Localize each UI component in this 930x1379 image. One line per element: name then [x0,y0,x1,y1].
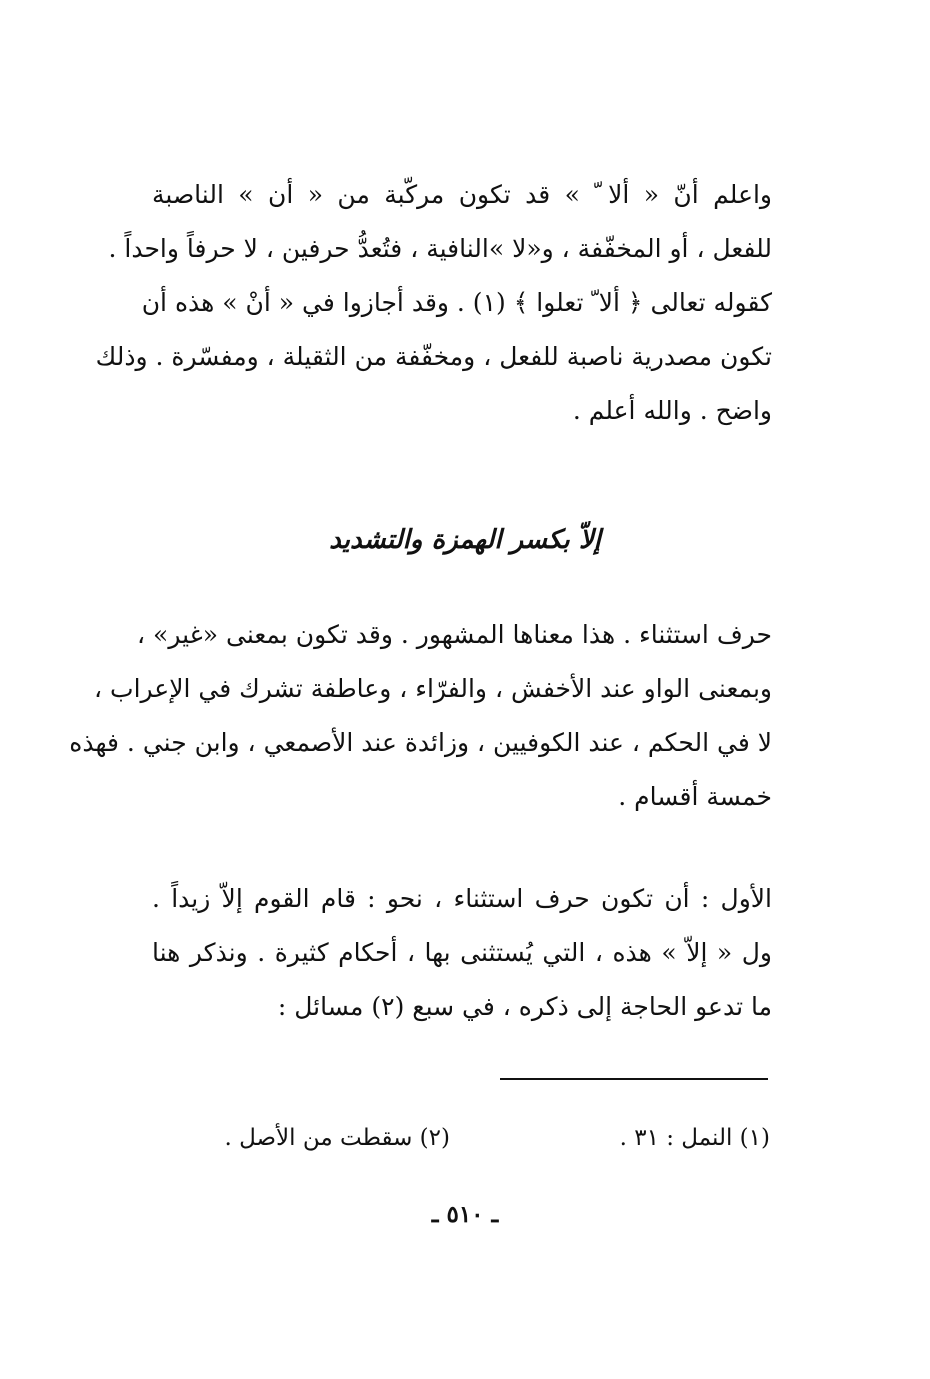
paragraph-line: وبمعنى الواو عند الأخفش ، والفرّاء ، وعاطفة تشرك في الإعراب ، [94,674,772,703]
footnotes [200,1115,770,1161]
paragraph-line: واعلم أنّ « ألا ّ » قد تكون مركّبة من « أن » الناصبة [152,180,772,209]
page-number: ـ ٥١٠ ـ [431,1201,499,1228]
paragraph-definition [69,608,772,824]
section-heading: إلاّ بكسر الهمزة والتشديد [329,525,601,555]
footnote-1: (١) النمل : ٣١ . [619,1125,770,1151]
paragraph-line: للفعل ، أو المخفّفة ، و«لا »النافية ، فتُعدُّ حرفين ، لا حرفاً واحداً . [108,234,772,263]
paragraph-line: خمسة أقسام . [618,782,772,811]
paragraph-line: تكون مصدرية ناصبة للفعل ، ومخفّفة من الثقيلة ، ومفسّرة . وذلك [95,342,772,371]
paragraph-line: الأول : أن تكون حرف استثناء ، نحو : قام القوم إلاّ زيداً . [152,884,772,913]
footnote-2: (٢) سقطت من الأصل . [224,1125,450,1151]
paragraph-line: حرف استثناء . هذا معناها المشهور . وقد تكون بمعنى «غير» ، [137,620,772,649]
paragraph-intro [95,168,772,438]
paragraph-line: لا في الحكم ، عند الكوفيين ، وزائدة عند الأصمعي ، وابن جني . فهذه [69,728,772,757]
paragraph-line: ما تدعو الحاجة إلى ذكره ، في سبع (٢) مسائل : [277,992,772,1021]
footnote-divider [500,1078,768,1080]
paragraph-line: واضح . والله أعلم . [572,396,772,425]
paragraph-line: كقوله تعالى ﴿ ألا ّ تعلوا ﴾ (١) . وقد أجازوا في « أنْ » هذه أن [141,288,772,317]
paragraph-first-section [152,872,772,1034]
paragraph-line: ول « إلاّ » هذه ، التي يُستثنى بها ، أحكام كثيرة . ونذكر هنا [152,938,772,967]
